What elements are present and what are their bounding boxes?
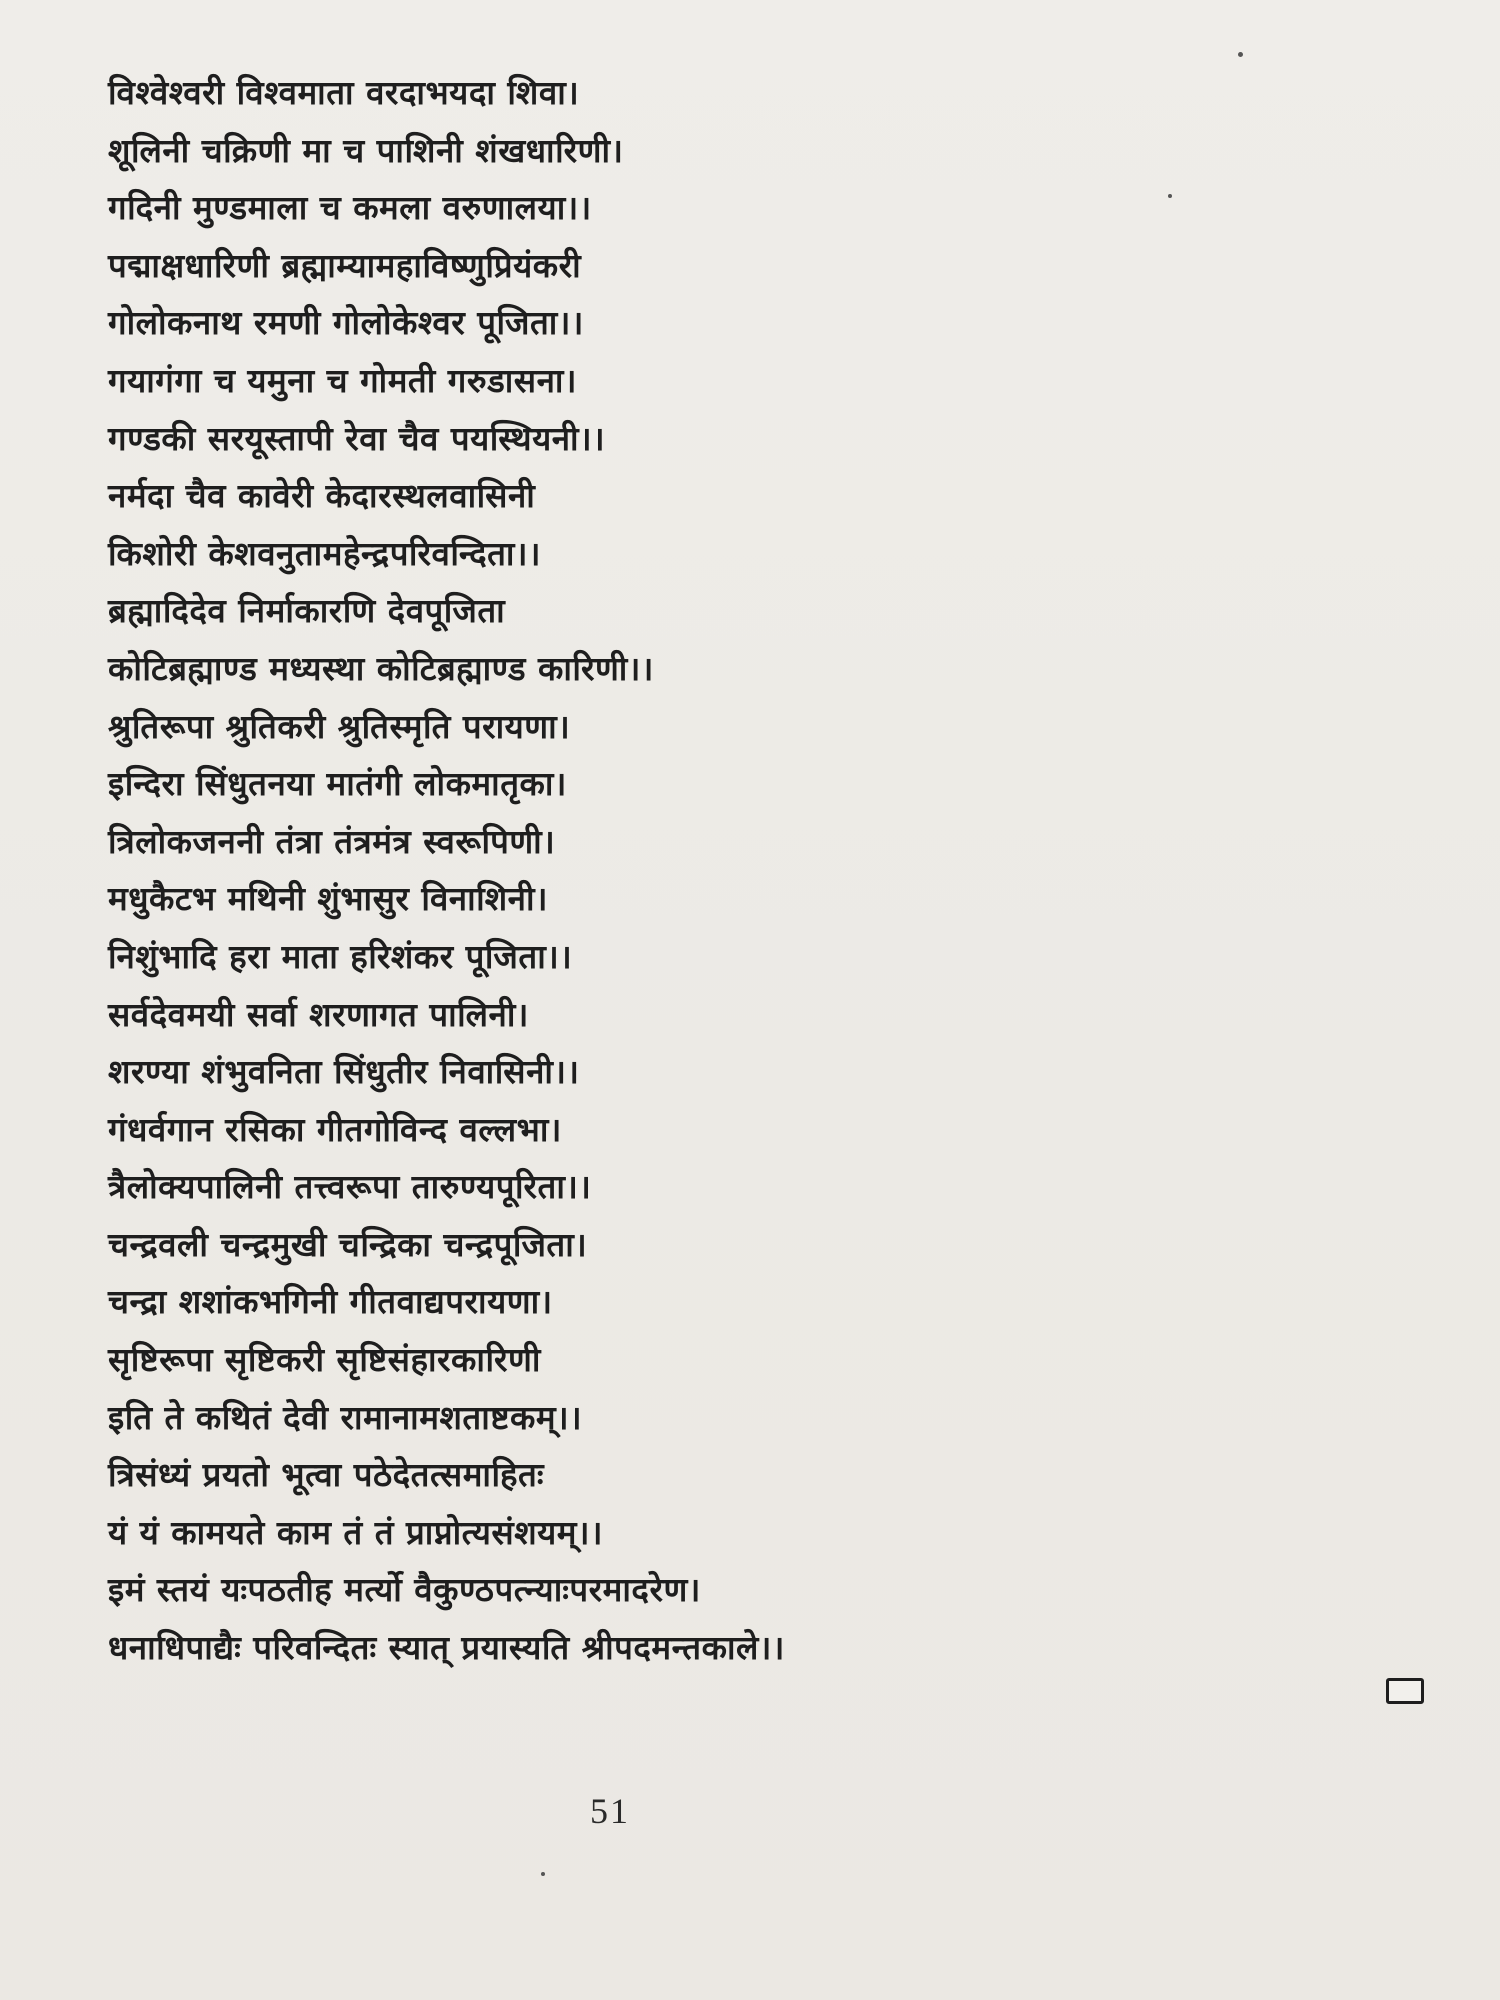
verse-line-3: गदिनी मुण्डमाला च कमला वरुणालया।।: [108, 188, 592, 228]
verse-line-6: गयागंगा च यमुना च गोमती गरुडासना।: [108, 360, 577, 400]
verse-line-28: धनाधिपाद्यैः परिवन्दितः स्यात् प्रयास्यति श्रीपदमन्तकाले।।: [108, 1628, 785, 1668]
verse-line-13: इन्दिरा सिंधुतनया मातंगी लोकमातृका।: [108, 764, 567, 804]
verse-line-19: गंधर्वगान रसिका गीतगोविन्द वल्लभा।: [108, 1109, 562, 1149]
paper-speck-decoration: [541, 1872, 545, 1876]
verse-line-14: त्रिलोकजननी तंत्रा तंत्रमंत्र स्वरूपिणी।: [108, 821, 556, 861]
verse-line-23: सृष्टिरूपा सृष्टिकरी सृष्टिसंहारकारिणी: [108, 1340, 541, 1380]
verse-line-4: पद्माक्षधारिणी ब्रह्माम्यामहाविष्णुप्रियंकरी: [108, 245, 582, 285]
verse-line-5: गोलोकनाथ रमणी गोलोकेश्वर पूजिता।।: [108, 303, 584, 343]
verse-line-12: श्रुतिरूपा श्रुतिकरी श्रुतिस्मृति परायणा।: [108, 706, 571, 746]
verse-line-1: विश्वेश्वरी विश्वमाता वरदाभयदा शिवा।: [108, 73, 580, 112]
verse-line-18: शरण्या शंभुवनिता सिंधुतीर निवासिनी।।: [108, 1052, 580, 1092]
verse-line-9: किशोरी केशवनुतामहेन्द्रपरिवन्दिता।।: [108, 533, 541, 573]
verse-line-20: त्रैलोक्यपालिनी तत्त्वरूपा तारुण्यपूरिता।।: [108, 1167, 592, 1207]
verse-line-16: निशुंभादि हरा माता हरिशंकर पूजिता।।: [108, 936, 573, 976]
verse-line-26: यं यं कामयते काम तं तं प्राप्नोत्यसंशयम्।।: [108, 1512, 604, 1552]
verse-line-24: इति ते कथितं देवी रामानामशताष्टकम्।।: [108, 1397, 583, 1437]
verse-line-25: त्रिसंध्यं प्रयतो भूत्वा पठेदेतत्समाहितः: [108, 1455, 545, 1495]
verse-line-27: इमं स्तयं यःपठतीह मर्त्यो वैकुण्ठपत्न्याःपरमादरेण।: [108, 1570, 701, 1610]
verse-text-block: [108, 64, 1398, 1677]
verse-line-21: चन्द्रवली चन्द्रमुखी चन्द्रिका चन्द्रपूजिता।: [108, 1224, 588, 1264]
verse-line-10: ब्रह्मादिदेव निर्माकारणि देवपूजिता: [108, 591, 506, 631]
verse-line-17: सर्वदेवमयी सर्वा शरणागत पालिनी।: [108, 994, 529, 1034]
paper-speck-decoration: [1238, 52, 1243, 57]
paper-speck-decoration: [1168, 194, 1172, 198]
verse-line-7: गण्डकी सरयूस्तापी रेवा चैव पयस्थियनी।।: [108, 418, 606, 458]
verse-line-15: मधुकैटभ मथिनी शुंभासुर विनाशिनी।: [108, 879, 549, 919]
verse-line-8: नर्मदा चैव कावेरी केदारस्थलवासिनी: [108, 476, 536, 516]
verse-line-2: शूलिनी चक्रिणी मा च पाशिनी शंखधारिणी।: [108, 130, 624, 170]
page-number: 51: [590, 1791, 630, 1831]
verse-line-22: चन्द्रा शशांकभगिनी गीतवाद्यपरायणा।: [108, 1282, 553, 1322]
verse-line-11: कोटिब्रह्माण्ड मध्यस्था कोटिब्रह्माण्ड कारिणी।।: [108, 648, 654, 688]
end-of-section-box-icon: [1386, 1678, 1424, 1704]
